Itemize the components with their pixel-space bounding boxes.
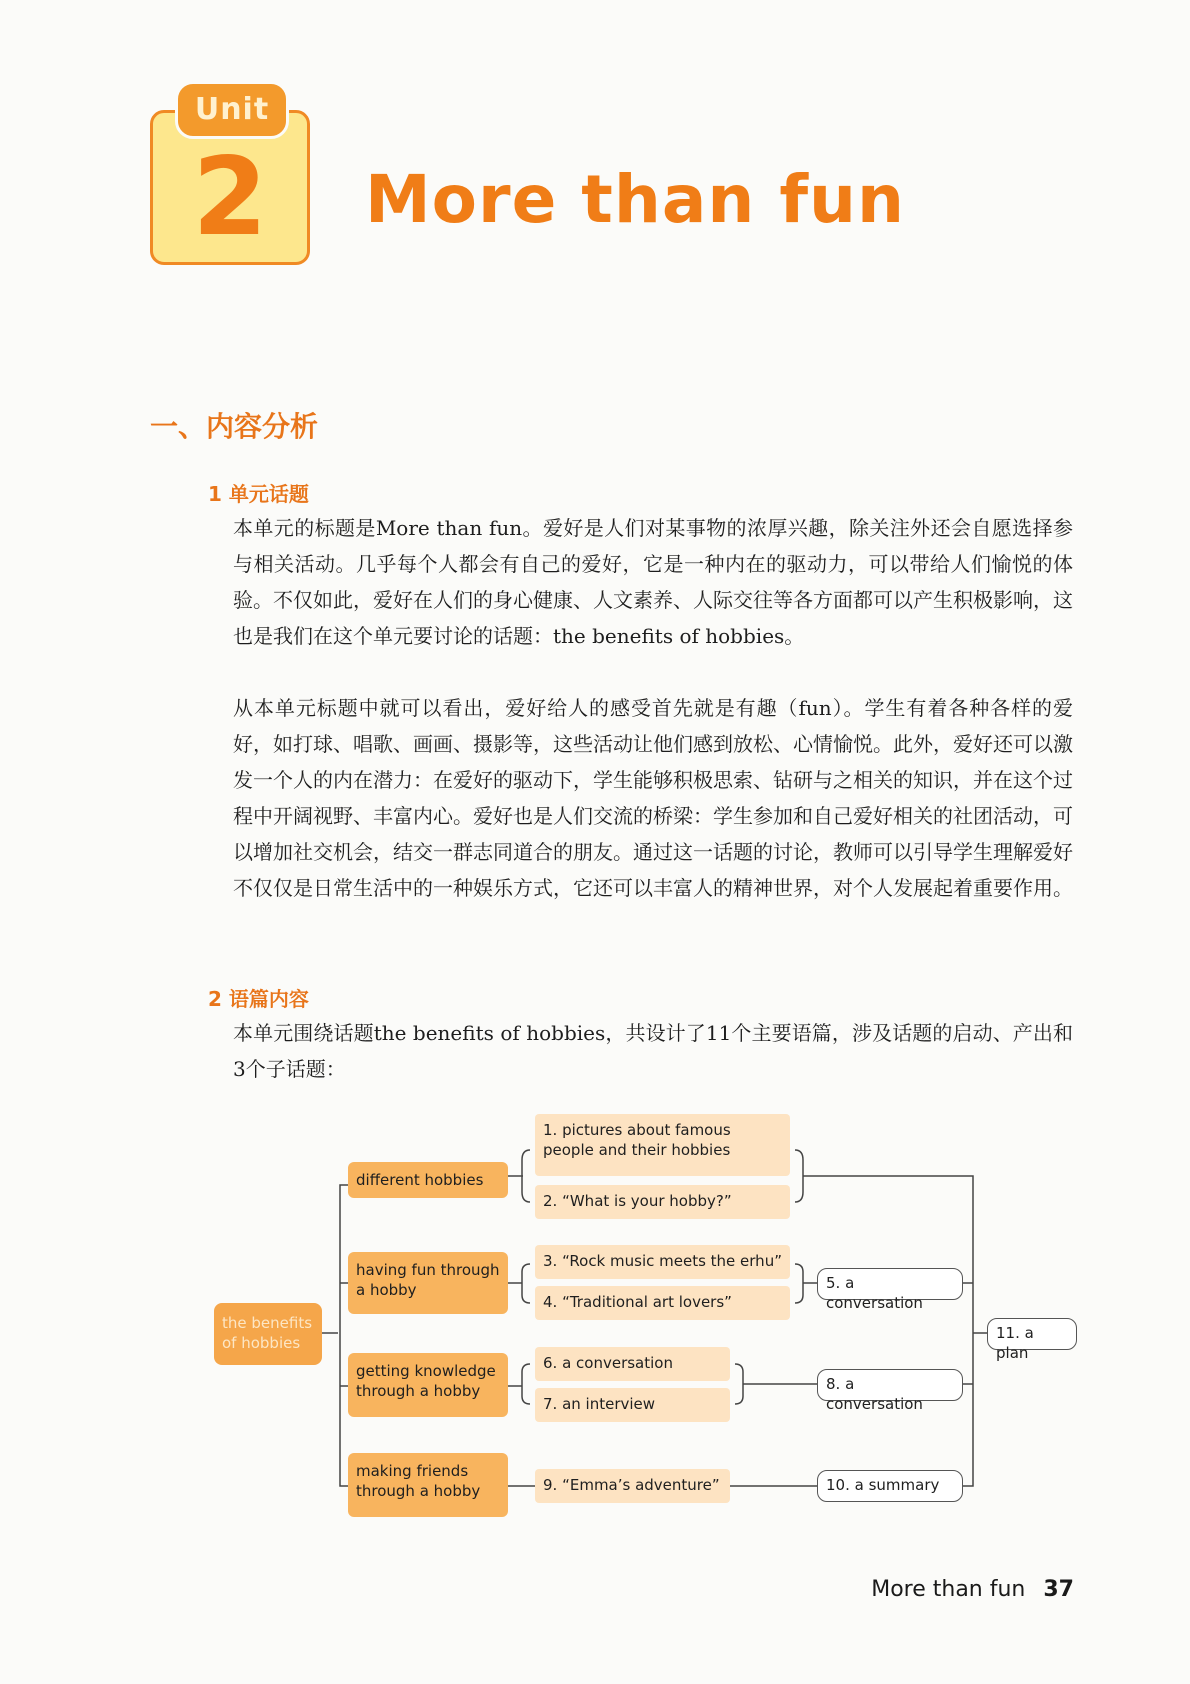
- unit-tab-label: Unit: [175, 81, 289, 139]
- output-8: 8. a conversation: [817, 1369, 963, 1401]
- bracket-items-1-2-right: [795, 1150, 803, 1202]
- bracket-items-6-7-right: [735, 1364, 743, 1404]
- content-heading: 2 语篇内容: [208, 987, 309, 1011]
- item-1: 1. pictures about famous people and their hobbies: [535, 1114, 790, 1176]
- unit-number: 2: [192, 135, 268, 260]
- item-9: 9. “Emma’s adventure”: [535, 1469, 730, 1503]
- category-making-friends: making friends through a hobby: [348, 1453, 508, 1517]
- item-7: 7. an interview: [535, 1388, 730, 1422]
- topic-paragraph-1: 本单元的标题是More than fun。爱好是人们对某事物的浓厚兴趣，除关注外还会自愿选择参与相关活动。几乎每个人都会有自己的爱好，它是一种内在的驱动力，可以带给人们愉悦的体验。不仅如此，爱好在人们的身心健康、人文素养、人际交往等各方面都可以产生积极影响，这也是我们在这个单元要讨论的话题：the benefits of hobbies。: [233, 516, 1073, 648]
- output-10: 10. a summary: [817, 1470, 963, 1502]
- item-6: 6. a conversation: [535, 1347, 730, 1381]
- category-different-hobbies: different hobbies: [348, 1162, 508, 1198]
- root-node: the benefits of hobbies: [214, 1303, 322, 1365]
- category-having-fun: having fun through a hobby: [348, 1252, 508, 1314]
- topic-heading: 1 单元话题: [208, 482, 309, 506]
- item-4: 4. “Traditional art lovers”: [535, 1286, 790, 1320]
- unit-title: More than fun: [365, 161, 906, 238]
- footer-title: More than fun: [871, 1577, 1026, 1602]
- bracket-items-3-4-right: [795, 1264, 803, 1303]
- bracket-items-1-2-left: [522, 1150, 530, 1202]
- topic-paragraph-2: 从本单元标题中就可以看出，爱好给人的感受首先就是有趣（fun）。学生有着各种各样的爱好，如打球、唱歌、画画、摄影等，这些活动让他们感到放松、心情愉悦。此外，爱好还可以激发一个人的内在潜力：在爱好的驱动下，学生能够积极思索、钻研与之相关的知识，并在这个过程中开阔视野、丰富内心。爱好也是人们交流的桥梁：学生参加和自己爱好相关的社团活动，可以增加社交机会，结交一群志同道合的朋友。通过这一话题的讨论，教师可以引导学生理解爱好不仅仅是日常生活中的一种娱乐方式，它还可以丰富人的精神世界，对个人发展起着重要作用。: [233, 696, 1073, 900]
- output-5: 5. a conversation: [817, 1268, 963, 1300]
- section-heading: 一、内容分析: [150, 410, 319, 443]
- item-3: 3. “Rock music meets the erhu”: [535, 1245, 790, 1279]
- bracket-items-3-4-left: [522, 1264, 530, 1303]
- page-footer: [871, 1577, 1074, 1602]
- item-2: 2. “What is your hobby?”: [535, 1185, 790, 1219]
- category-getting-knowledge: getting knowledge through a hobby: [348, 1353, 508, 1417]
- bracket-items-6-7-left: [522, 1364, 530, 1404]
- page-number: 37: [1043, 1577, 1074, 1602]
- connector-plan-spine: [803, 1176, 973, 1486]
- content-paragraph: 本单元围绕话题the benefits of hobbies，共设计了11个主要语篇，涉及话题的启动、产出和3个子话题：: [233, 1021, 1073, 1081]
- output-11-plan: 11. a plan: [987, 1318, 1077, 1350]
- connector-category-spine: [340, 1185, 348, 1486]
